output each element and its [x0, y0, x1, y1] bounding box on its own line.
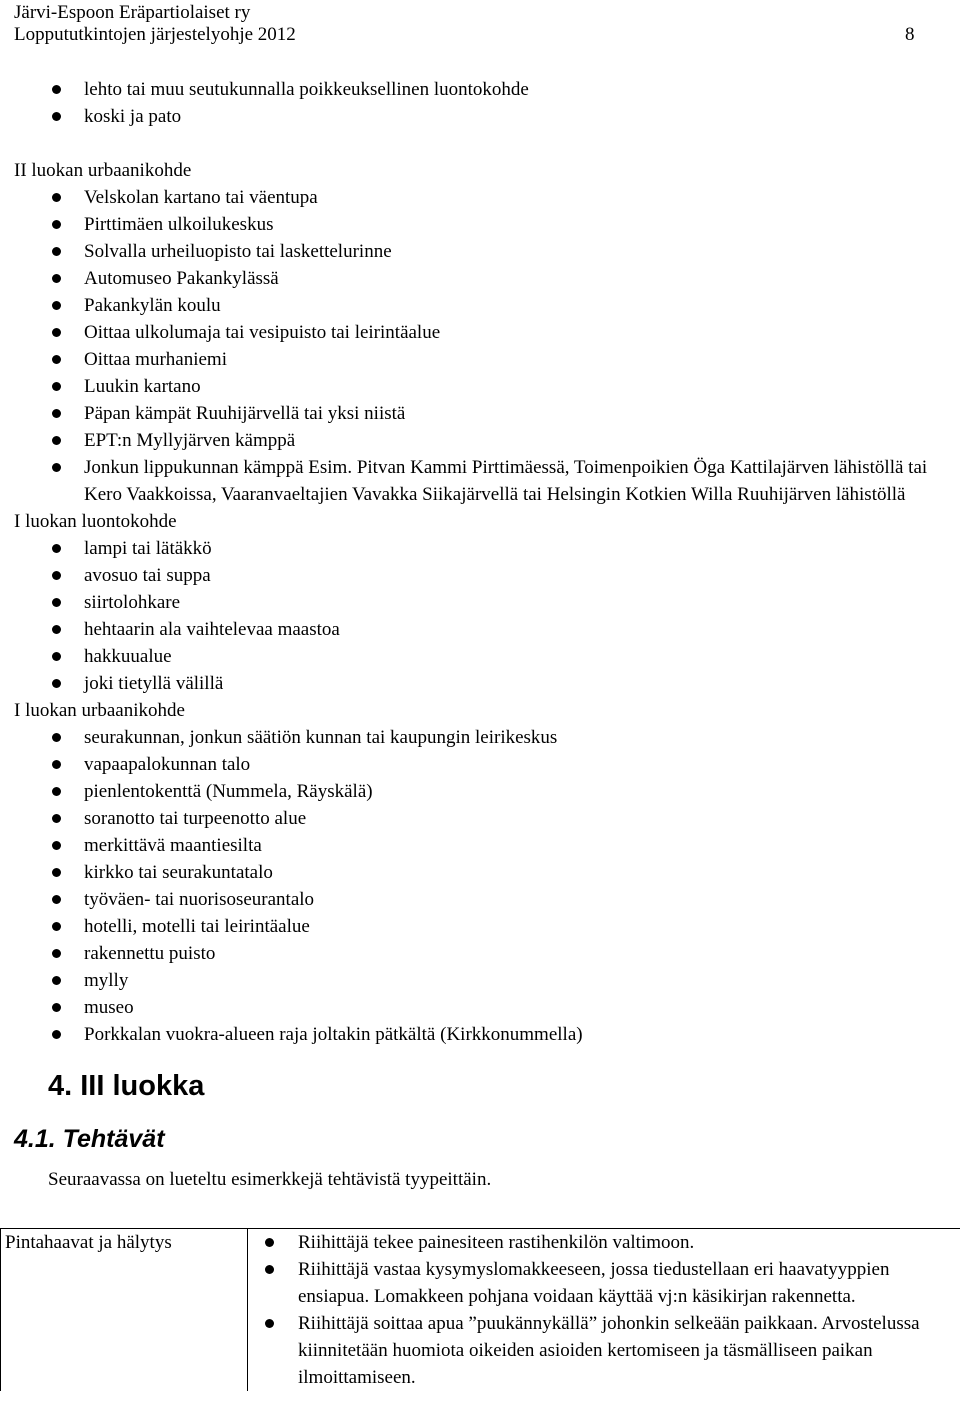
section-heading-ii-urban: II luokan urbaanikohde [14, 160, 192, 181]
task-item: Riihittäjä tekee painesiteen rastihenkilön valtimoon. [248, 1229, 960, 1256]
bullet-list-i-nature [14, 535, 944, 697]
bullet-list-ii-urban [14, 184, 944, 508]
list-item: lampi tai lätäkkö [14, 535, 944, 562]
bullet-list-i-urban [14, 724, 944, 1048]
task-item: Riihittäjä soittaa apua ”puukännykällä” johonkin selkeään paikkaan. Arvostelussa kiinnitetään huomiota oikeiden asioiden kertomiseen ja täsmälliseen paikan ilmoittamiseen. [248, 1310, 960, 1391]
list-item: Oittaa ulkolumaja tai vesipuisto tai leirintäalue [14, 319, 944, 346]
page-number: 8 [905, 24, 915, 45]
list-item: Oittaa murhaniemi [14, 346, 944, 373]
section-heading-i-nature: I luokan luontokohde [14, 511, 177, 532]
task-item: Riihittäjä vastaa kysymyslomakkeeseen, jossa tiedustellaan eri haavatyyppien ensiapua. Lomakkeen pohjana voidaan käyttää vj:n käsikirjan rakennetta. [248, 1256, 960, 1310]
intro-paragraph: Seuraavassa on lueteltu esimerkkejä tehtävistä tyypeittäin. [48, 1169, 492, 1190]
task-table [0, 1228, 960, 1391]
list-item: hakkuualue [14, 643, 944, 670]
list-item: Automuseo Pakankylässä [14, 265, 944, 292]
list-item: museo [14, 994, 944, 1021]
list-item: Velskolan kartano tai väentupa [14, 184, 944, 211]
list-item: rakennettu puisto [14, 940, 944, 967]
section-heading-i-urban: I luokan urbaanikohde [14, 700, 185, 721]
list-item: työväen- tai nuorisoseurantalo [14, 886, 944, 913]
list-item: mylly [14, 967, 944, 994]
list-item: koski ja pato [14, 103, 944, 130]
list-item: Porkkalan vuokra-alueen raja joltakin pätkältä (Kirkkonummella) [14, 1021, 944, 1048]
list-item: hehtaarin ala vaihtelevaa maastoa [14, 616, 944, 643]
list-item: EPT:n Myllyjärven kämppä [14, 427, 944, 454]
list-item: hotelli, motelli tai leirintäalue [14, 913, 944, 940]
task-list [248, 1229, 960, 1391]
bullet-list-top [14, 76, 944, 130]
list-item: avosuo tai suppa [14, 562, 944, 589]
list-item: Solvalla urheiluopisto tai laskettelurinne [14, 238, 944, 265]
list-item: kirkko tai seurakuntatalo [14, 859, 944, 886]
header-doc-title: Loppututkintojen järjestelyohje 2012 [14, 24, 296, 45]
list-item: merkittävä maantiesilta [14, 832, 944, 859]
list-item: vapaapalokunnan talo [14, 751, 944, 778]
list-item: lehto tai muu seutukunnalla poikkeuksellinen luontokohde [14, 76, 944, 103]
list-item: siirtolohkare [14, 589, 944, 616]
subchapter-heading: 4.1. Tehtävät [14, 1125, 165, 1153]
list-item: Pirttimäen ulkoilukeskus [14, 211, 944, 238]
header-org: Järvi-Espoon Eräpartiolaiset ry [14, 2, 251, 23]
task-category-cell: Pintahaavat ja hälytys [1, 1229, 248, 1392]
chapter-heading: 4. III luokka [48, 1070, 205, 1102]
list-item: seurakunnan, jonkun säätiön kunnan tai kaupungin leirikeskus [14, 724, 944, 751]
list-item: Jonkun lippukunnan kämppä Esim. Pitvan Kammi Pirttimäessä, Toimenpoikien Öga Kattilajärven lähistöllä tai Kero Vaakkoissa, Vaaranvaeltajien Vavakka Siikajärvellä tai Helsingin Kotkien Willa Ruuhijärven lähistöllä [14, 454, 944, 508]
list-item: joki tietyllä välillä [14, 670, 944, 697]
list-item: Pakankylän koulu [14, 292, 944, 319]
document-body [14, 76, 944, 1193]
list-item: soranotto tai turpeenotto alue [14, 805, 944, 832]
list-item: Päpan kämpät Ruuhijärvellä tai yksi niistä [14, 400, 944, 427]
task-list-cell [248, 1229, 960, 1392]
list-item: Luukin kartano [14, 373, 944, 400]
table-row [1, 1229, 960, 1392]
list-item: pienlentokenttä (Nummela, Räyskälä) [14, 778, 944, 805]
